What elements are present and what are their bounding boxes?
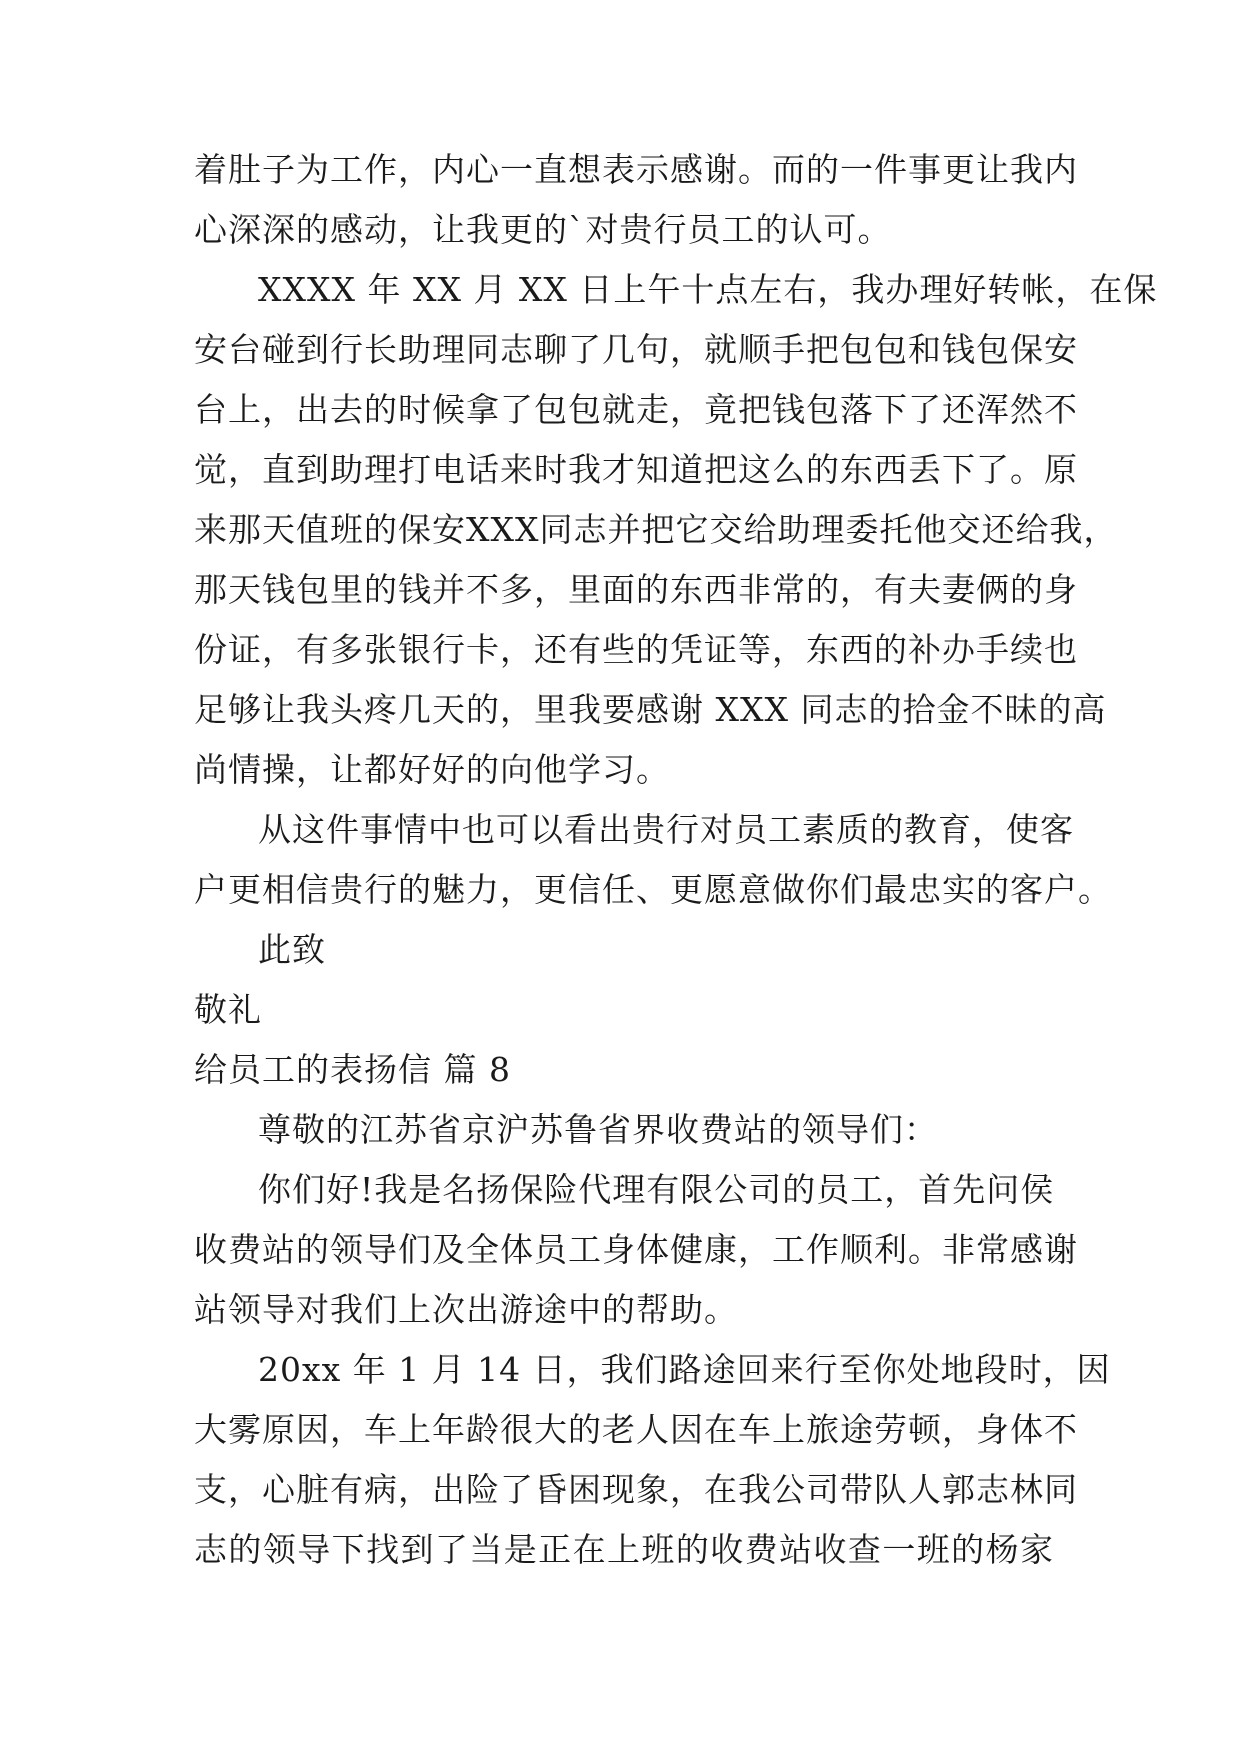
text-line: XXXX 年 XX 月 XX 日上午十点左右，我办理好转帐，在保	[258, 270, 1158, 309]
document-body	[194, 140, 1158, 1580]
text-line: 来那天值班的保安XXX同志并把它交给助理委托他交还给我，	[194, 510, 1118, 549]
text-line: 敬礼	[194, 990, 262, 1029]
text-line: 尚情操，让都好好的向他学习。	[194, 750, 670, 789]
text-line: 此致	[258, 930, 326, 969]
text-line: 心深深的感动，让我更的`对贵行员工的认可。	[194, 210, 892, 249]
text-line: 给员工的表扬信 篇 8	[194, 1050, 511, 1089]
text-line: 站领导对我们上次出游途中的帮助。	[194, 1290, 738, 1329]
text-line: 大雾原因，车上年龄很大的老人因在车上旅途劳顿，身体不	[194, 1410, 1078, 1449]
text-line: 志的领导下找到了当是正在上班的收费站收查一班的杨家	[194, 1530, 1054, 1569]
text-line: 从这件事情中也可以看出贵行对员工素质的教育，使客	[258, 810, 1074, 849]
text-line: 你们好!我是名扬保险代理有限公司的员工，首先问侯	[258, 1170, 1055, 1209]
text-line: 20xx 年 1 月 14 日，我们路途回来行至你处地段时，因	[258, 1350, 1111, 1389]
text-line: 着肚子为工作，内心一直想表示感谢。而的一件事更让我内	[194, 150, 1078, 189]
text-line: 户更相信贵行的魅力，更信任、更愿意做你们最忠实的客户。	[194, 870, 1112, 909]
text-line: 尊敬的江苏省京沪苏鲁省界收费站的领导们：	[258, 1110, 938, 1149]
text-line: 台上，出去的时候拿了包包就走，竟把钱包落下了还浑然不	[194, 390, 1078, 429]
text-line: 支，心脏有病，出险了昏困现象，在我公司带队人郭志林同	[194, 1470, 1078, 1509]
text-line: 足够让我头疼几天的，里我要感谢 XXX 同志的拾金不昧的高	[194, 690, 1107, 729]
text-line: 那天钱包里的钱并不多，里面的东西非常的，有夫妻俩的身	[194, 570, 1078, 609]
text-line: 安台碰到行长助理同志聊了几句，就顺手把包包和钱包保安	[194, 330, 1078, 369]
text-line: 份证，有多张银行卡，还有些的凭证等，东西的补办手续也	[194, 630, 1078, 669]
text-line: 收费站的领导们及全体员工身体健康，工作顺利。非常感谢	[194, 1230, 1078, 1269]
text-line: 觉，直到助理打电话来时我才知道把这么的东西丢下了。原	[194, 450, 1078, 489]
